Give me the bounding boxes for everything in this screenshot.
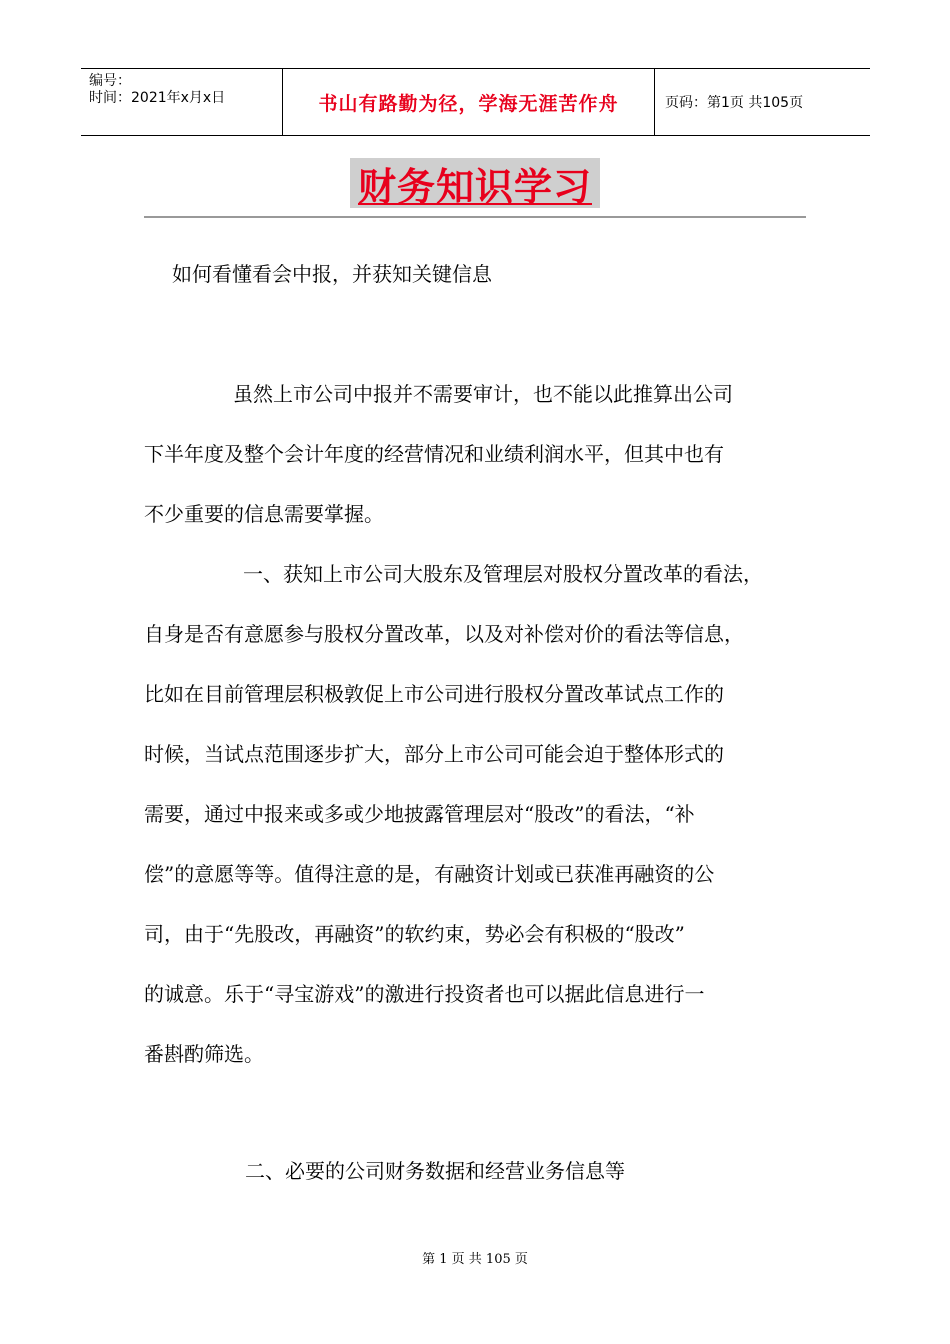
para-1-line-1: 虽然上市公司中报并不需要审计，也不能以此推算出公司 [233, 382, 733, 406]
para-2-line-3: 比如在目前管理层积极敦促上市公司进行股权分置改革试点工作的 [144, 682, 724, 706]
number-label: 编号： [89, 73, 131, 89]
title-highlight [350, 158, 600, 208]
para-1-line-3: 不少重要的信息需要掌握。 [144, 502, 384, 526]
page-title: 财务知识学习 [357, 164, 592, 209]
para-2-line-1: 一、获知上市公司大股东及管理层对股权分置改革的看法， [243, 562, 763, 586]
page-info: 页码：第1页 共105页 [665, 95, 804, 111]
subtitle: 如何看懂看会中报，并获知关键信息 [172, 262, 492, 286]
date-label: 时间：2021年x月x日 [89, 90, 226, 106]
header-motto-cell [282, 69, 655, 135]
header-meta [81, 69, 282, 135]
title-divider [144, 216, 806, 218]
para-2-line-5: 需要，通过中报来或多或少地披露管理层对“股改”的看法，“补 [144, 802, 695, 826]
para-2-line-8: 的诚意。乐于“寻宝游戏”的激进行投资者也可以据此信息进行一 [144, 982, 705, 1006]
para-2-line-6: 偿”的意愿等等。值得注意的是，有融资计划或已获准再融资的公 [144, 862, 715, 886]
para-2-line-4: 时候，当试点范围逐步扩大，部分上市公司可能会迫于整体形式的 [144, 742, 724, 766]
para-2-line-2: 自身是否有意愿参与股权分置改革，以及对补偿对价的看法等信息， [144, 622, 744, 646]
para-1-line-2: 下半年度及整个会计年度的经营情况和业绩利润水平，但其中也有 [144, 442, 724, 466]
motto: 书山有路勤为径，学海无涯苦作舟 [318, 92, 619, 115]
page-footer: 第 1 页 共 105 页 [422, 1252, 528, 1267]
section-heading: 二、必要的公司财务数据和经营业务信息等 [245, 1159, 625, 1183]
header-table [81, 68, 870, 136]
para-2-line-7: 司，由于“先股改，再融资”的软约束，势必会有积极的“股改” [144, 922, 685, 946]
para-2-line-9: 番斟酌筛选。 [144, 1042, 264, 1066]
